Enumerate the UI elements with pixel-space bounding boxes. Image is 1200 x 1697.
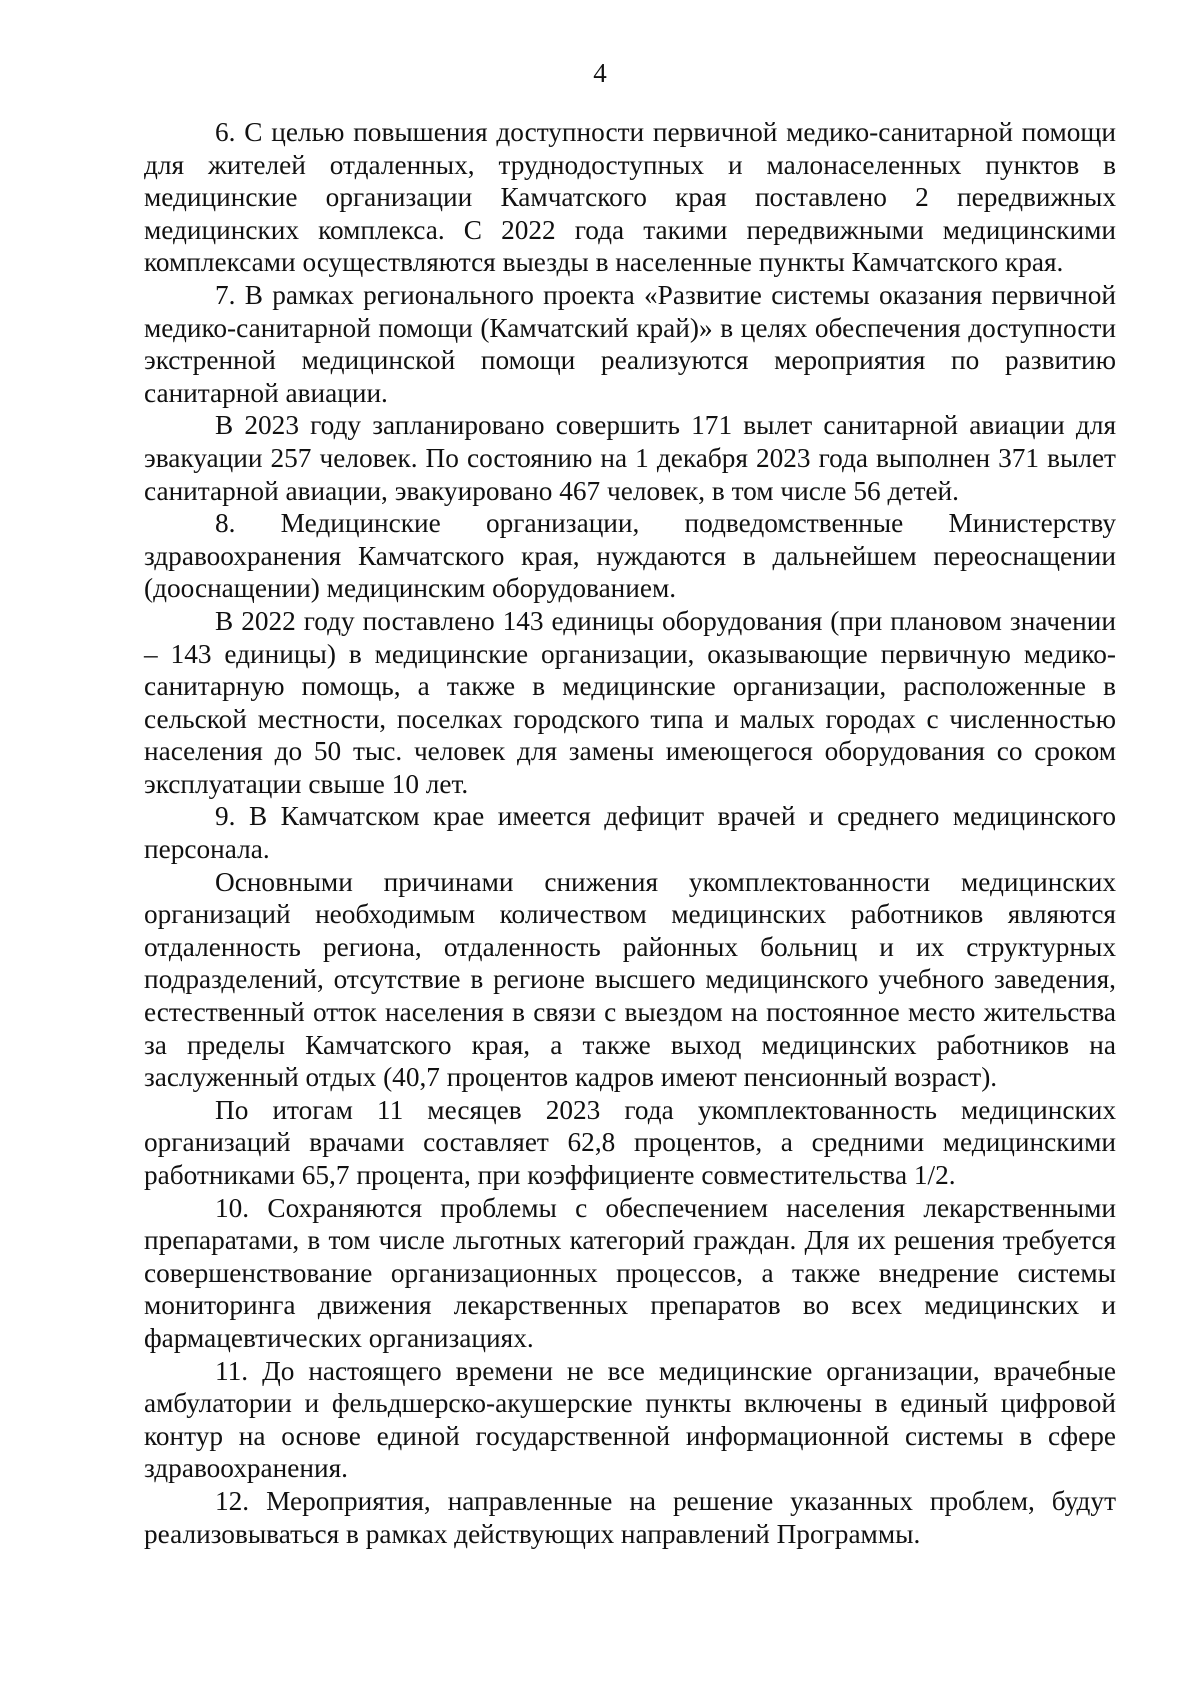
paragraph-7-aviation-stats: В 2023 году запланировано совершить 171 вылет санитарной авиации для эвакуации 257 человек. По состоянию на 1 декабря 2023 года выполнен 371 вылет санитарной авиации, эвакуировано 467 человек, в том числе 56 детей. xyxy=(144,410,1116,506)
paragraph-10: 10. Сохраняются проблемы с обеспечением населения лекарственными препаратами, в том числе льготных категорий граждан. Для их решения требуется совершенствование организационных процессов, а также внедрение системы мониторинга движения лекарственных препаратов во всех медицинских и фармацевтических организациях. xyxy=(144,1192,1116,1353)
paragraph-8-equipment-stats: В 2022 году поставлено 143 единицы оборудования (при плановом значении – 143 единицы) в медицинские организации, оказывающие первичную медико-санитарную помощь, а также в медицинские организации, расположенные в сельской местности, поселках городского типа и малых городах с численностью населения до 50 тыс. человек для замены имеющегося оборудования со сроком эксплуатации свыше 10 лет. xyxy=(144,605,1116,799)
paragraph-12: 12. Мероприятия, направленные на решение указанных проблем, будут реализовываться в рамках действующих направлений Программы. xyxy=(144,1485,1116,1549)
paragraph-9-staffing-stats: По итогам 11 месяцев 2023 года укомплектованность медицинских организаций врачами составляет 62,8 процентов, а средними медицинскими работниками 65,7 процента, при коэффициенте совместительства 1/2. xyxy=(144,1094,1116,1190)
page-number: 4 xyxy=(593,58,607,88)
document-body xyxy=(144,116,1116,1550)
paragraph-6: 6. С целью повышения доступности первичной медико-санитарной помощи для жителей отдаленных, труднодоступных и малонаселенных пунктов в медицинские организации Камчатского края поставлено 2 передвижных медицинских комплекса. С 2022 года такими передвижными медицинскими комплексами осуществляются выезды в населенные пункты Камчатского края. xyxy=(144,117,1116,278)
paragraph-8: 8. Медицинские организации, подведомственные Министерству здравоохранения Камчатского края, нуждаются в дальнейшем переоснащении (дооснащении) медицинским оборудованием. xyxy=(144,508,1116,604)
paragraph-7: 7. В рамках регионального проекта «Развитие системы оказания первичной медико-санитарной помощи (Камчатский край)» в целях обеспечения доступности экстренной медицинской помощи реализуются мероприятия по развитию санитарной авиации. xyxy=(144,279,1116,408)
paragraph-11: 11. До настоящего времени не все медицинские организации, врачебные амбулатории и фельдшерско-акушерские пункты включены в единый цифровой контур на основе единой государственной информационной системы в сфере здравоохранения. xyxy=(144,1355,1116,1484)
paragraph-9: 9. В Камчатском крае имеется дефицит врачей и среднего медицинского персонала. xyxy=(144,801,1116,865)
paragraph-9-causes: Основными причинами снижения укомплектованности медицинских организаций необходимым количеством медицинских работников являются отдаленность региона, отдаленность районных больниц и их структурных подразделений, отсутствие в регионе высшего медицинского учебного заведения, естественный отток населения в связи с выездом на постоянное место жительства за пределы Камчатского края, а также выход медицинских работников на заслуженный отдых (40,7 процентов кадров имеют пенсионный возраст). xyxy=(144,866,1116,1093)
